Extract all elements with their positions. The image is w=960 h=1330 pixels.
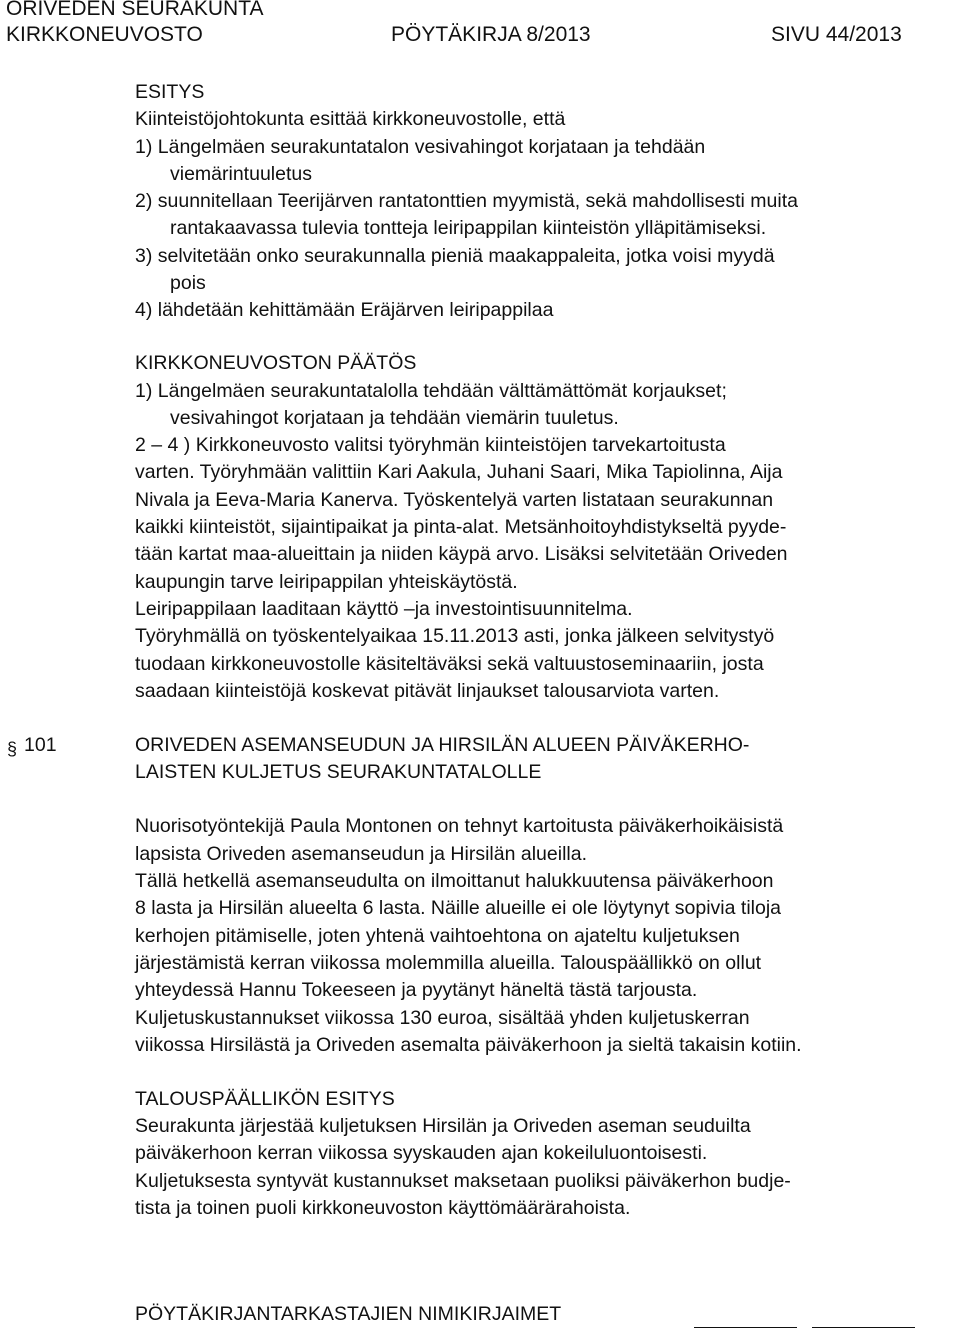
section-body-line: Kuljetuskustannukset viikossa 130 euroa, sisältää yhden kuljetuskerran <box>135 1007 750 1029</box>
section-body-line: järjestämistä kerran viikossa molemmilla alueilla. Talouspäällikkö on ollut <box>135 952 762 974</box>
esitys-line: 3) selvitetään onko seurakunnalla pieniä maakappaleita, jotka voisi myydä <box>135 245 775 267</box>
esitys-line: 1) Längelmäen seurakuntatalon vesivahingot korjataan ja tehdään <box>135 136 706 158</box>
paatos-heading: KIRKKONEUVOSTON PÄÄTÖS <box>135 352 417 374</box>
signature-line <box>812 1327 915 1328</box>
paatos-line: saadaan kiinteistöjä koskevat pitävät linjaukset talousarviota varten. <box>135 680 720 702</box>
esitys-heading: ESITYS <box>135 81 205 103</box>
esitys-line: Kiinteistöjohtokunta esittää kirkkoneuvostolle, että <box>135 108 566 130</box>
paatos-line: Nivala ja Eeva-Maria Kanerva. Työskentelyä varten listataan seurakunnan <box>135 489 774 511</box>
body-name: KIRKKONEUVOSTO <box>6 23 203 46</box>
section-title: LAISTEN KULJETUS SEURAKUNTATALOLLE <box>135 761 542 783</box>
section-body-line: lapsista Oriveden asemanseudun ja Hirsilän alueilla. <box>135 843 587 865</box>
document-title: PÖYTÄKIRJA 8/2013 <box>391 23 591 46</box>
paatos-line: vesivahingot korjataan ja tehdään viemärin tuuletus. <box>170 407 619 429</box>
paatos-line: Leiripappilaan laaditaan käyttö –ja investointisuunnitelma. <box>135 598 633 620</box>
section-body-line: kerhojen pitämiselle, joten yhtenä vaihtoehtona on ajateltu kuljetuksen <box>135 925 740 947</box>
paatos-line: Työryhmällä on työskentelyaikaa 15.11.2013 asti, jonka jälkeen selvitystyö <box>135 625 775 647</box>
signatures-heading: PÖYTÄKIRJANTARKASTAJIEN NIMIKIRJAIMET <box>135 1303 562 1325</box>
section-body-line: yhteydessä Hannu Tokeeseen ja pyytänyt häneltä tästä tarjousta. <box>135 979 698 1001</box>
section-body-line: viikossa Hirsilästä ja Oriveden asemalta päiväkerhoon ja sieltä takaisin kotiin. <box>135 1034 802 1056</box>
section-title: ORIVEDEN ASEMANSEUDUN JA HIRSILÄN ALUEEN PÄIVÄKERHO- <box>135 734 750 756</box>
paatos-line: tään kartat maa-alueittain ja niiden käypä arvo. Lisäksi selvitetään Oriveden <box>135 543 788 565</box>
section-body-line: Tällä hetkellä asemanseudulta on ilmoittanut halukkuutensa päiväkerhoon <box>135 870 774 892</box>
svg-text:§: § <box>7 739 18 759</box>
talous-line: Kuljetuksesta syntyvät kustannukset maksetaan puoliksi päiväkerhon budje- <box>135 1170 791 1192</box>
paatos-line: kaupungin tarve leiripappilan yhteiskäytöstä. <box>135 571 518 593</box>
talous-line: päiväkerhoon kerran viikossa syyskauden ajan kokeiluluontoisesti. <box>135 1142 708 1164</box>
esitys-line: viemärintuuletus <box>170 163 312 185</box>
page-number: SIVU 44/2013 <box>771 23 902 46</box>
esitys-line: 2) suunnitellaan Teerijärven rantatonttien myymistä, sekä mahdollisesti muita <box>135 190 798 212</box>
paatos-line: 2 – 4 ) Kirkkoneuvosto valitsi työryhmän kiinteistöjen tarvekartoitusta <box>135 434 726 456</box>
section-mark-icon <box>6 738 20 760</box>
talous-heading: TALOUSPÄÄLLIKÖN ESITYS <box>135 1088 395 1110</box>
paatos-line: kaikki kiinteistöt, sijaintipaikat ja pinta-alat. Metsänhoitoyhdistykseltä pyyde- <box>135 516 787 538</box>
esitys-line: rantakaavassa tulevia tontteja leiripappilan kiinteistön ylläpitämiseksi. <box>170 217 767 239</box>
paatos-line: tuodaan kirkkoneuvostolle käsiteltäväksi sekä valtuustoseminaariin, josta <box>135 653 764 675</box>
esitys-line: 4) lähdetään kehittämään Eräjärven leiripappilaa <box>135 299 554 321</box>
signature-line <box>694 1327 797 1328</box>
paatos-line: varten. Työryhmään valittiin Kari Aakula, Juhani Saari, Mika Tapiolinna, Aija <box>135 461 783 483</box>
organization-name: ORIVEDEN SEURAKUNTA <box>6 0 264 20</box>
paatos-line: 1) Längelmäen seurakuntatalolla tehdään välttämättömät korjaukset; <box>135 380 727 402</box>
talous-line: Seurakunta järjestää kuljetuksen Hirsilän ja Oriveden aseman seuduilta <box>135 1115 751 1137</box>
esitys-line: pois <box>170 272 206 294</box>
section-number: 101 <box>24 734 57 756</box>
section-body-line: Nuorisotyöntekijä Paula Montonen on tehnyt kartoitusta päiväkerhoikäisistä <box>135 815 784 837</box>
talous-line: tista ja toinen puoli kirkkoneuvoston käyttömäärärahoista. <box>135 1197 631 1219</box>
section-body-line: 8 lasta ja Hirsilän alueelta 6 lasta. Näille alueille ei ole löytynyt sopivia tiloja <box>135 897 782 919</box>
